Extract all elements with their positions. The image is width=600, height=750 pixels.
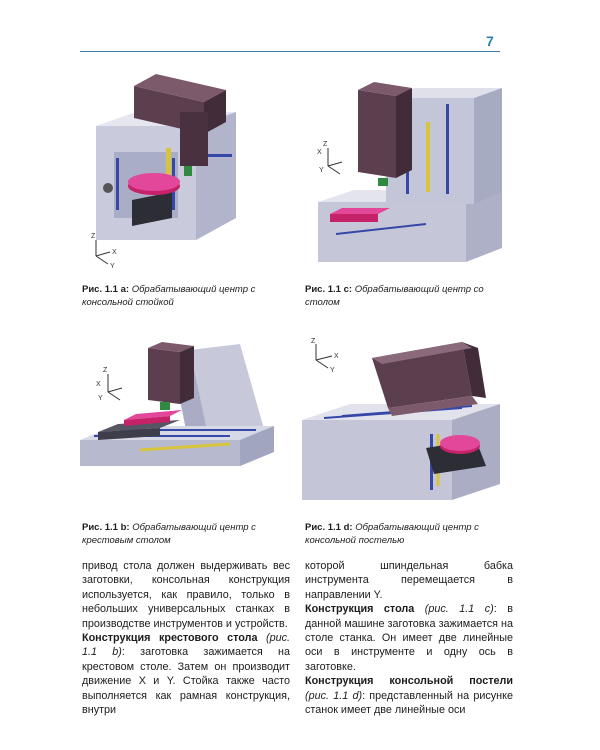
figure-d-axis-y: Y: [330, 367, 335, 374]
figure-a-caption: Рис. 1.1 a: Обрабатывающий центр с консольной стойкой: [82, 284, 256, 308]
figure-b-axis-y: Y: [98, 395, 103, 402]
figure-a-axis-z: Z: [91, 233, 96, 240]
figure-a-axis-y: Y: [110, 263, 115, 270]
header-rule: [80, 51, 500, 52]
figure-a-illustration: [86, 68, 286, 273]
right-column: [305, 559, 513, 717]
left-paragraph-1: привод стола должен выдерживать вес заготовки, консольная конструкция используется, как правило, только в небольших универсальных станках в производстве инструментов и устройств.: [82, 560, 290, 630]
page-number: 7: [486, 33, 494, 49]
figure-b-axis-z: Z: [103, 367, 108, 374]
figure-d-illustration: [302, 334, 502, 504]
figure-b-axis-x: X: [96, 381, 101, 388]
figure-a-axis-x: X: [112, 249, 117, 256]
figure-c-axis-y: Y: [319, 167, 324, 174]
right-paragraph-1: которой шпиндельная бабка инструмента перемещается в направлении Y.: [305, 560, 513, 601]
figure-c-caption: Рис. 1.1 c: Обрабатывающий центр со столом: [305, 284, 484, 308]
figure-c-axis-z: Z: [323, 141, 328, 148]
figure-c-illustration: [306, 74, 506, 269]
figure-d-caption: Рис. 1.1 d: Обрабатывающий центр с консольной постелью: [305, 522, 479, 546]
figure-d-axis-x: X: [334, 353, 339, 360]
left-column: [82, 559, 290, 717]
figure-d-axis-z: Z: [311, 338, 316, 345]
figure-b-illustration: [80, 340, 280, 480]
right-paragraph-3: Конструкция консольной постели (рис. 1.1 d): представленный на рисунке станок имеет две линейные оси: [305, 675, 513, 717]
figure-b-caption: Рис. 1.1 b: Обрабатывающий центр с крестовым столом: [82, 522, 256, 546]
figure-c-axis-x: X: [317, 149, 322, 156]
right-paragraph-2: Конструкция стола (рис. 1.1 c): в данной машине заготовка зажимается на столе станка. Он имеет две линейные оси в инструменте и одну ось в заготовке.: [305, 603, 513, 673]
left-paragraph-2: Конструкция крестового стола (рис. 1.1 b): заготовка зажимается на крестовом столе. Затем он производит движение X и Y. Стойка также часто выполняется как рамная конструкция, внутри: [82, 632, 291, 717]
